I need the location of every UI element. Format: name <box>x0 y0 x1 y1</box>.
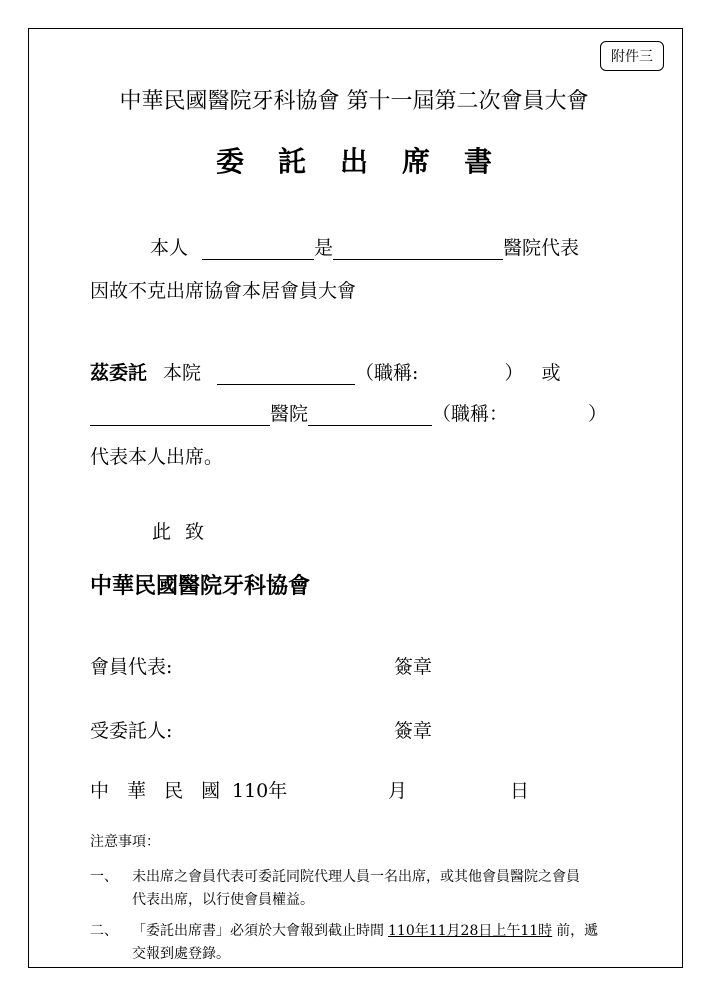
note-1-number: 一、 <box>90 869 118 885</box>
same-hospital-label: 本院 <box>163 362 202 384</box>
note-1-line-2: 代表出席，以行使會員權益。 <box>132 892 314 908</box>
note-2-line-1 <box>132 920 598 940</box>
date-era: 中 華 民 國 <box>90 780 227 802</box>
is-label: 是 <box>314 237 334 259</box>
document-title: 委託出席書 <box>215 145 526 178</box>
absence-reason: 因故不克出席協會本居會員大會 <box>90 280 357 302</box>
other-hospital-field[interactable] <box>90 405 270 426</box>
delegate-label: 受委託人: <box>90 720 173 742</box>
member-rep-seal: 簽章 <box>394 656 433 678</box>
principal-line <box>150 233 579 260</box>
note-2-text-b: 前，遞 <box>556 923 599 939</box>
closing-salutation: 此 致 <box>152 521 209 543</box>
date-year: 110年 <box>232 780 288 802</box>
other-delegate-field[interactable] <box>308 405 432 426</box>
note-2-number: 二、 <box>90 923 118 939</box>
deadline-date: 110年11月28日上午11時 <box>388 923 553 939</box>
principal-name-field[interactable] <box>202 239 314 260</box>
note-2-line-2: 交報到處登錄。 <box>132 946 230 962</box>
delegate-line-2 <box>90 399 607 426</box>
job-title-label-1: （職稱: <box>355 362 419 384</box>
note-2-text-a: 「委託出席書」必須於大會報到截止時間 <box>132 923 384 939</box>
job-title-close-2: ） <box>588 403 608 425</box>
note-1-line-1: 未出席之會員代表可委託同院代理人員一名出席，或其他會員醫院之會員 <box>132 869 580 885</box>
hospital-label: 醫院 <box>270 403 309 425</box>
recipient-organization: 中華民國醫院牙科協會 <box>90 573 311 599</box>
delegate-seal: 簽章 <box>394 720 433 742</box>
job-title-label-2: （職稱： <box>432 403 509 425</box>
principal-label: 本人 <box>150 237 189 259</box>
attend-statement: 代表本人出席。 <box>90 446 224 468</box>
or-label: 或 <box>541 362 561 384</box>
attachment-badge: 附件三 <box>600 41 664 71</box>
date-month: 月 <box>388 780 408 802</box>
delegate-line-1 <box>90 358 560 385</box>
date-day: 日 <box>510 780 530 802</box>
hospital-rep-label: 醫院代表 <box>503 237 580 259</box>
member-rep-label: 會員代表: <box>90 656 173 678</box>
hospital-name-field[interactable] <box>333 239 503 260</box>
same-hospital-delegate-field[interactable] <box>217 364 355 385</box>
meeting-heading: 中華民國醫院牙科協會 第十一屆第二次會員大會 <box>119 89 589 114</box>
notes-title: 注意事項： <box>90 834 160 850</box>
entrust-label: 茲委託 <box>90 362 148 384</box>
job-title-close-1: ） <box>504 362 524 384</box>
